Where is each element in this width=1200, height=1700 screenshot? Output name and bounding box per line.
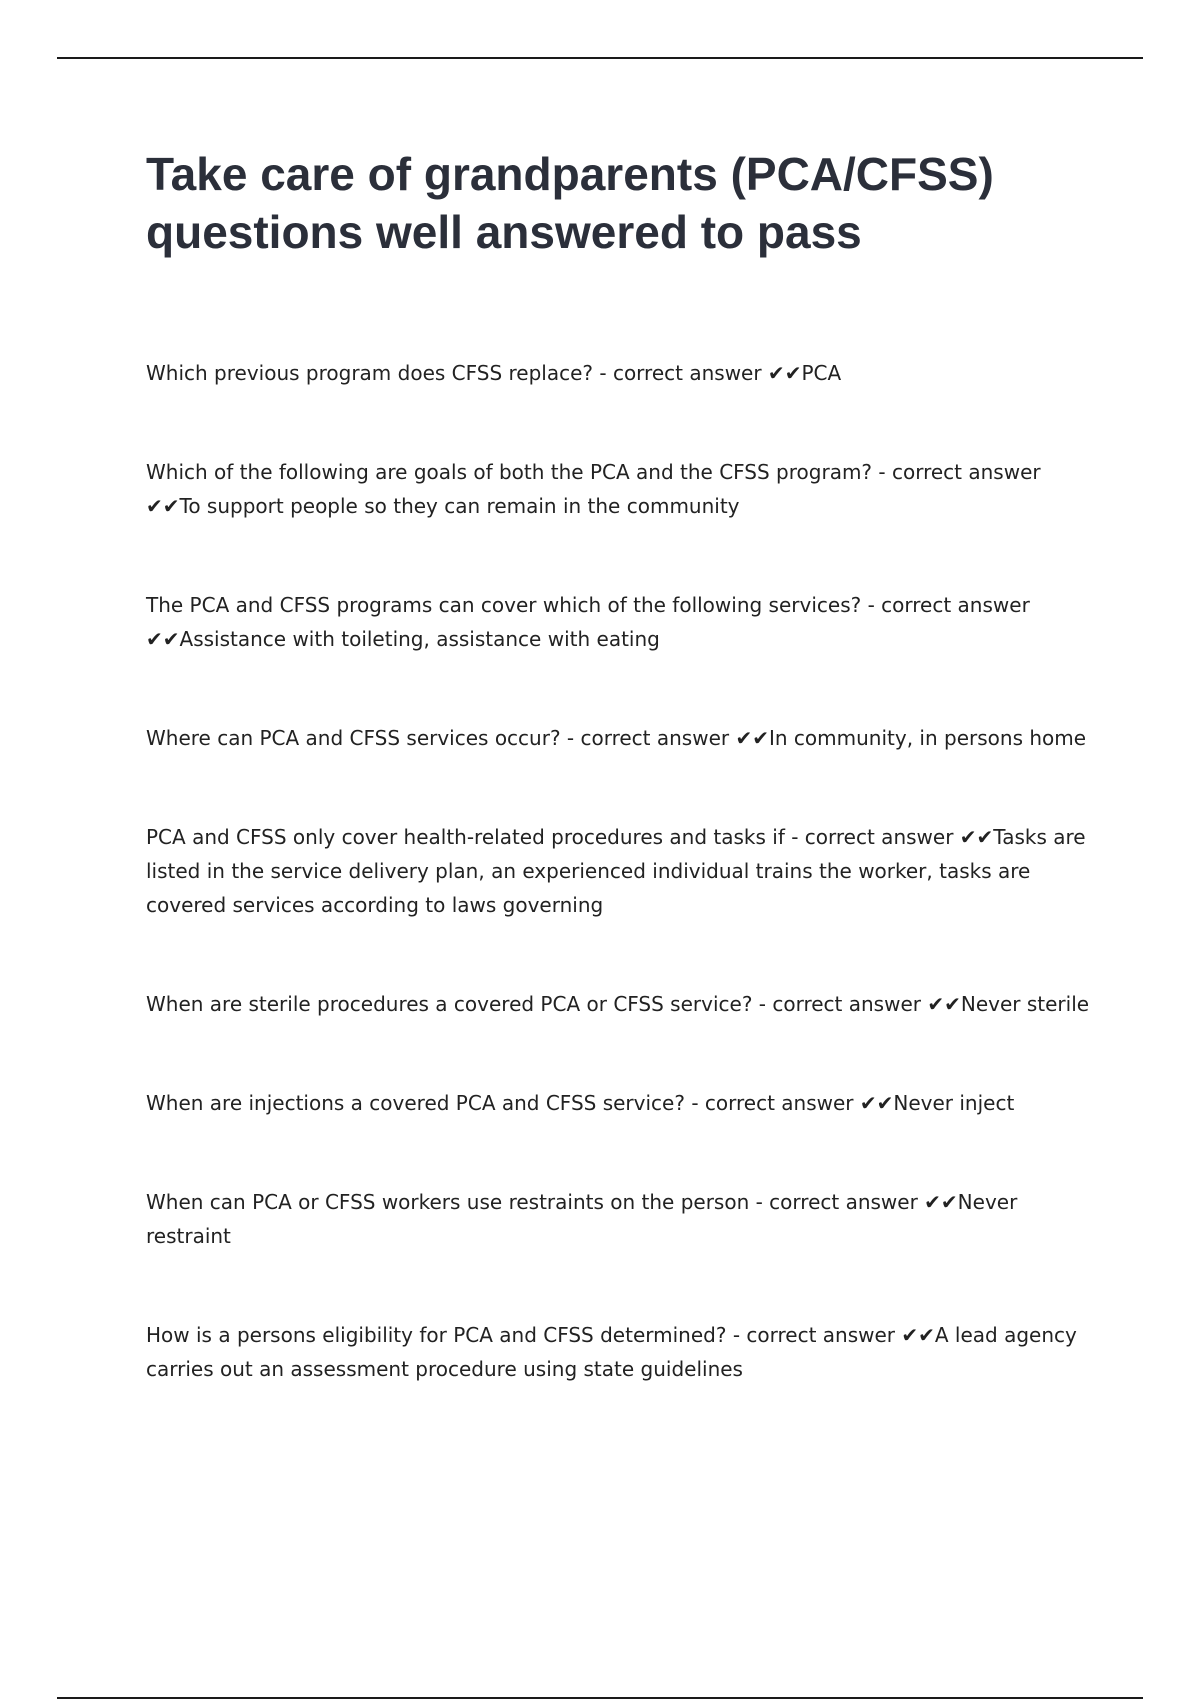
title-line-1: Take care of grandparents (PCA/CFSS) xyxy=(146,148,994,200)
qa-item: Which of the following are goals of both the PCA and the CFSS program? - correct answer ✔✔To support people so they can remain in the community xyxy=(146,460,1041,518)
bottom-rule xyxy=(57,1697,1143,1699)
qa-item: When are sterile procedures a covered PCA or CFSS service? - correct answer ✔✔Never sterile xyxy=(146,992,1090,1016)
qa-item: How is a persons eligibility for PCA and CFSS determined? - correct answer ✔✔A lead agency carries out an assessment procedure using state guidelines xyxy=(146,1323,1077,1381)
top-rule xyxy=(57,57,1143,59)
qa-item: Where can PCA and CFSS services occur? - correct answer ✔✔In community, in persons home xyxy=(146,726,1087,750)
qa-item: Which previous program does CFSS replace? - correct answer ✔✔PCA xyxy=(146,361,842,385)
qa-item: When can PCA or CFSS workers use restraints on the person - correct answer ✔✔Never restraint xyxy=(146,1190,1018,1248)
qa-item: The PCA and CFSS programs can cover which of the following services? - correct answer ✔✔Assistance with toileting, assistance with eating xyxy=(146,593,1030,651)
qa-list xyxy=(146,356,1096,1386)
qa-item: PCA and CFSS only cover health-related procedures and tasks if - correct answer ✔✔Tasks are listed in the service delivery plan, an experienced individual trains the worker, tasks are covered services according to laws governing xyxy=(146,825,1086,917)
document-title xyxy=(146,145,1096,261)
document-body xyxy=(146,145,1096,1451)
qa-item: When are injections a covered PCA and CFSS service? - correct answer ✔✔Never inject xyxy=(146,1091,1015,1115)
title-line-2: questions well answered to pass xyxy=(146,206,862,258)
